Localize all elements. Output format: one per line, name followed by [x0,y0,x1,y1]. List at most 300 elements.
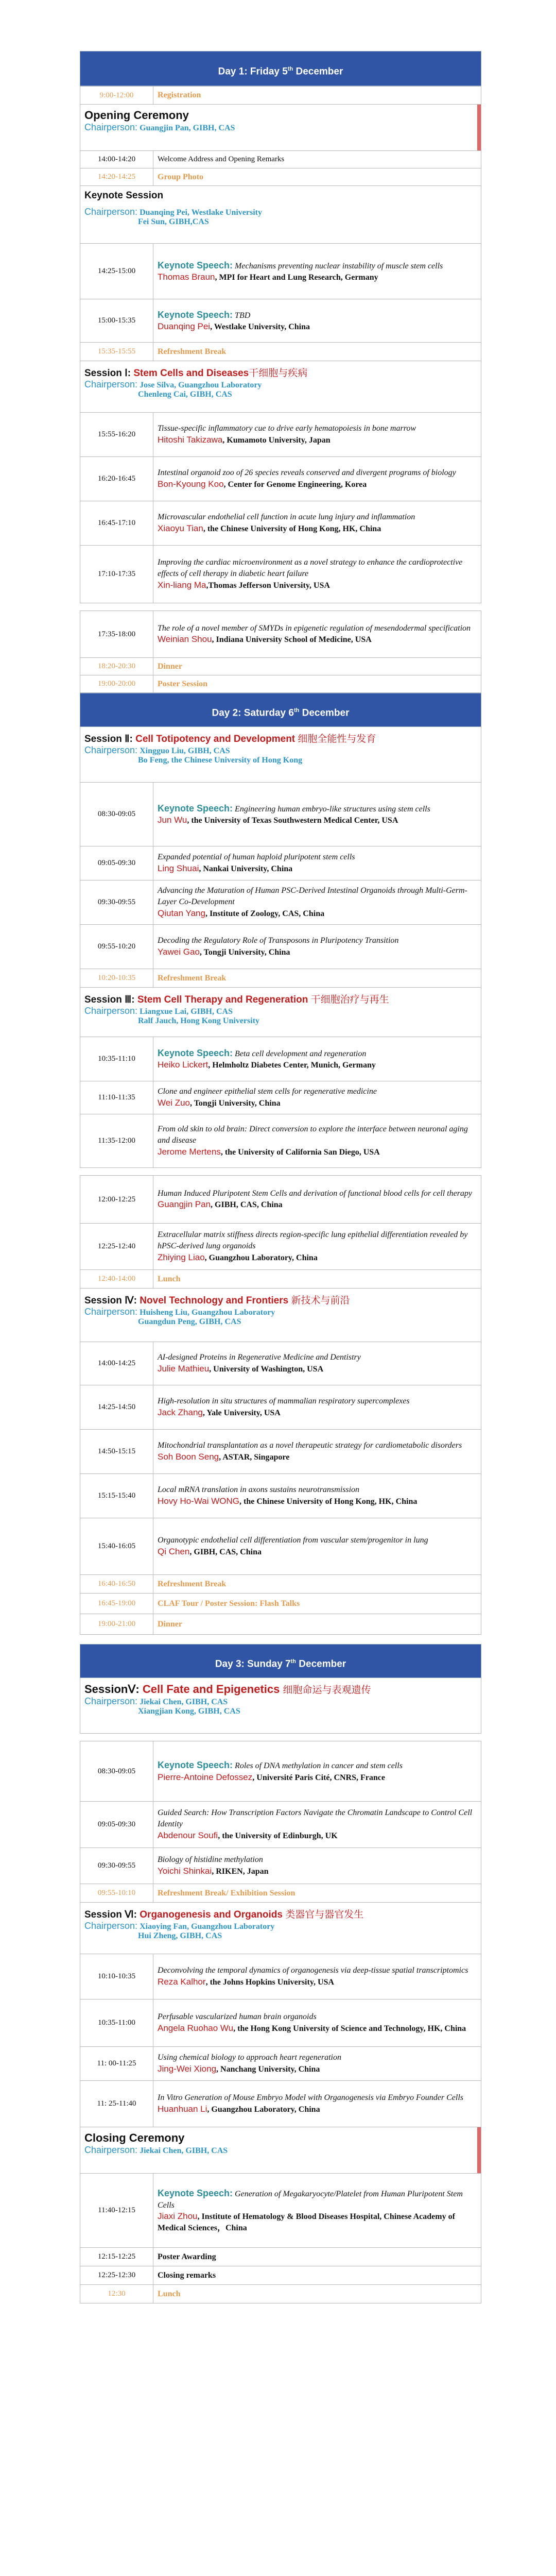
event-label: Welcome Address and Opening Remarks [158,155,285,164]
talk-content [153,1999,481,2046]
opening-ceremony-section [80,105,481,151]
time-cell: 16:45-17:10 [80,501,153,545]
day3-header [80,1644,481,1678]
event-label: Closing remarks [158,2270,216,2280]
speaker-name: Jerome Mertens [158,1146,221,1157]
chair-name: Jiekai Chen, GIBH, CAS [140,1698,228,1706]
speaker-affiliation: , ASTAR, Singapore [219,1452,290,1462]
spacer [80,1168,481,1175]
section-title [84,1907,477,1921]
speaker-name: Wei Zuo [158,1097,190,1108]
chair-name: Duanqing Pei, Westlake University [140,208,263,217]
speaker-affiliation: , Tongji University, China [199,947,290,957]
event-label: Lunch [158,1274,181,1283]
speaker-name: Ling Shuai [158,863,199,873]
talk-content [153,2047,481,2080]
talk-row [80,1342,481,1385]
speaker-name: Yoichi Shinkai [158,1866,212,1876]
speaker-name: Abdenour Soufi [158,1830,218,1840]
speaker-affiliation: , Université Paris Cité, CNRS, France [252,1773,385,1782]
talk-title: The role of a novel member of SMYDs in epigenetic regulation of mesendodermal specification [158,623,471,633]
day2-header [80,693,481,727]
chair-name: Xingguo Liu, GIBH, CAS [140,747,230,755]
chair-name: Jiekai Chen, GIBH, CAS [140,2146,228,2155]
talk-row [80,783,481,846]
talk-content [153,1385,481,1429]
day2-header-text: Day 2: Saturday 6 [212,707,294,719]
speaker-affiliation: , Institute of Hematology & Blood Diseases Hospital, Chinese Academy of Medical Sciences，China [158,2212,455,2233]
chair-name: Jose Silva, Guangzhou Laboratory [140,381,262,389]
keynote-label: Keynote Speech: [158,803,233,814]
chair-name: Xiaoying Fan, Guangzhou Laboratory [140,1922,275,1931]
keynote-label: Keynote Speech: [158,2188,233,2199]
session-name: Stem Cells and Diseases [133,368,249,379]
keynote-label: Keynote Speech: [158,260,233,270]
session-name-cn: 细胞命运与表观遗传 [283,1685,371,1696]
time-cell: 12:00-12:25 [80,1176,153,1223]
chair-name: Xiangjian Kong, GIBH, CAS [138,1707,240,1716]
talk-row [80,1114,481,1168]
speaker-name: Jack Zhang [158,1407,203,1417]
talk-content [153,1848,481,1884]
chair-label: Chairperson: [84,1921,138,1931]
talk-title: Mechanisms preventing nuclear instability of muscle stem cells [233,261,443,270]
event-label: CLAF Tour / Poster Session: Flash Talks [158,1599,300,1608]
talk-title: Perfusable vascularized human brain organoids [158,2012,317,2022]
time-cell: 19:00-21:00 [80,1614,153,1634]
chair-label: Chairperson: [84,1006,138,1016]
keynote-session-section [80,186,481,244]
keynote-label: Keynote Speech: [158,1047,233,1058]
break-label: Refreshment Break/ Exhibition Session [158,1888,296,1897]
talk-title: Microvascular endothelial cell function in acute lung injury and inflammation [158,513,415,522]
speaker-name: Jiaxi Zhou [158,2211,198,2222]
chair-name: Guangdun Peng, GIBH, CAS [138,1317,241,1326]
session-prefix: Session Ⅲ: [84,994,137,1005]
closing-ceremony-section [80,2127,481,2174]
chair-name: Liangxue Lai, GIBH, CAS [140,1007,233,1016]
talk-content [153,1176,481,1223]
speaker-name: Angela Ruohao Wu [158,2023,234,2033]
session-name-cn: 干细胞治疗与再生 [310,994,389,1005]
speaker-name: Pierre-Antoine Defossez [158,1772,253,1782]
speaker-affiliation: , Institute of Zoology, CAS, China [205,909,325,918]
talk-title: From old skin to old brain: Direct conversion to explore the interface between neuronal aging and disease [158,1125,468,1145]
talk-row [80,546,481,603]
talk-row [80,2174,481,2248]
talk-content [153,1430,481,1473]
time-cell: 14:00-14:20 [80,151,153,168]
event-label: Poster Awarding [158,2252,216,2261]
tour-row [80,1594,481,1614]
time-cell: 11: 00-11:25 [80,2047,153,2080]
event-label: Poster Session [158,679,208,688]
chair-label: Chairperson: [84,379,138,389]
chair-name: Bo Feng, the Chinese University of Hong Kong [138,756,303,765]
time-cell: 15:00-15:35 [80,299,153,342]
talk-row [80,611,481,658]
break-label: Refreshment Break [158,973,227,982]
talk-content [153,1474,481,1518]
time-cell: 14:50-15:15 [80,1430,153,1473]
time-cell: 10:10-10:35 [80,1954,153,1999]
talk-title: TBD [233,311,251,320]
speaker-affiliation: , Indiana University School of Medicine, USA [212,635,372,645]
accent-bar [477,2127,481,2173]
time-cell: 14:25-15:00 [80,244,153,299]
speaker-affiliation: , Center for Genome Engineering, Korea [223,480,367,489]
time-cell: 15:40-16:05 [80,1518,153,1574]
talk-title: High-resolution in situ structures of mammalian respiratory supercomplexes [158,1397,410,1406]
talk-content [153,925,481,969]
session-prefix: Session Ⅳ: [84,1295,140,1306]
time-cell: 12:30 [80,2285,153,2303]
speaker-affiliation: , the University of Texas Southwestern Medical Center, USA [187,816,398,825]
talk-title: AI-designed Proteins in Regenerative Medicine and Dentistry [158,1353,361,1362]
speaker-affiliation: , the University of Edinburgh, UK [218,1831,338,1840]
time-cell: 17:35-18:00 [80,611,153,657]
chair-name: Fei Sun, GIBH,CAS [138,217,209,226]
speaker-affiliation: , the Chinese University of Hong Kong, HK, China [239,1497,418,1506]
session-prefix: SessionⅤ: [84,1683,143,1696]
session4-header [80,1289,481,1342]
time-cell: 10:20-10:35 [80,969,153,987]
talk-content [153,1954,481,1999]
registration-label: Registration [158,91,201,100]
talk-title: Beta cell development and regeneration [233,1049,367,1058]
time-cell: 12:25-12:40 [80,1224,153,1269]
talk-content [153,1224,481,1269]
talk-content [153,1802,481,1848]
talk-row [80,1037,481,1081]
accent-bar [477,105,481,150]
section-title [84,731,477,745]
talk-row [80,2047,481,2081]
poster-awarding-row [80,2248,481,2266]
break-row [80,969,481,988]
break-label: Refreshment Break [158,1579,227,1588]
time-cell: 11:10-11:35 [80,1081,153,1114]
talk-title: In Vitro Generation of Mouse Embryo Model with Organogenesis via Embryo Founder Cells [158,2093,463,2103]
talk-title: Organotypic endothelial cell differentiation from vascular stem/progenitor in lung [158,1536,428,1545]
talk-row [80,1518,481,1575]
talk-title: Local mRNA translation in axons sustains neurotransmission [158,1485,360,1495]
poster-row [80,675,481,693]
session-name-cn: 细胞全能性与发育 [298,734,376,744]
time-cell: 17:10-17:35 [80,546,153,603]
talk-content [153,880,481,924]
session-name-cn: 干细胞与疾病 [249,368,308,379]
time-cell: 15:15-15:40 [80,1474,153,1518]
session6-header [80,1903,481,1954]
talk-title: Clone and engineer epithelial stem cells for regenerative medicine [158,1087,377,1096]
section-title [84,1682,477,1696]
speaker-name: Hitoshi Takizawa [158,434,223,445]
talk-content [153,611,481,657]
chair-label: Chairperson: [84,745,138,755]
talk-row [80,501,481,546]
section-title: Keynote Session [84,190,164,201]
talk-title: Decoding the Regulatory Role of Transposons in Pluripotency Transition [158,936,399,945]
time-cell: 19:00-20:00 [80,675,153,692]
chair-label: Chairperson: [84,207,138,217]
speaker-name: Qi Chen [158,1546,190,1556]
speaker-affiliation: , the University of California San Diego, USA [220,1147,380,1157]
talk-title: Deconvolving the temporal dynamics of organogenesis via deep-tissue spatial transcriptomics [158,1966,468,1975]
session-name-cn: 类器官与器官发生 [285,1909,364,1920]
talk-row [80,1999,481,2047]
talk-row [80,1081,481,1114]
session-name: Organogenesis and Organoids [140,1909,283,1920]
talk-content [153,783,481,846]
talk-row [80,1474,481,1518]
speaker-affiliation: , Helmholtz Diabetes Center, Munich, Germany [208,1061,376,1070]
speaker-name: Yawei Gao [158,946,200,957]
time-cell: 15:35-15:55 [80,343,153,361]
time-cell: 12:15-12:25 [80,2248,153,2266]
talk-row [80,1802,481,1848]
speaker-affiliation: , Tongji University, China [190,1098,281,1108]
break-label: Refreshment Break [158,347,227,356]
time-cell: 16:20-16:45 [80,457,153,501]
time-cell: 16:45-19:00 [80,1594,153,1614]
speaker-name: Jing-Wei Xiong [158,2063,217,2074]
session5-header [80,1678,481,1734]
day3-header-month: December [296,1658,346,1670]
time-cell: 9:00-12:00 [80,87,153,104]
chair-label: Chairperson: [84,2145,138,2155]
speaker-affiliation: , the Johns Hopkins University, USA [205,1977,334,1987]
talk-title: Guided Search: How Transcription Factors Navigate the Chromatin Landscape to Control Cell Identity [158,1808,473,1829]
talk-row [80,846,481,880]
section-title: Closing Ceremony [84,2131,185,2144]
time-cell: 10:35-11:00 [80,1999,153,2046]
speaker-affiliation: , MPI for Heart and Lung Research, Germany [215,273,378,282]
time-cell: 14:20-14:25 [80,168,153,185]
chair-label: Chairperson: [84,1307,138,1317]
time-cell: 11:40-12:15 [80,2174,153,2247]
speaker-affiliation: , RIKEN, Japan [212,1867,269,1876]
time-cell: 09:05-09:30 [80,846,153,880]
section-title [84,1293,477,1307]
speaker-name: Bon-Kyoung Koo [158,479,224,489]
event-label: Dinner [158,1619,182,1629]
talk-content [153,546,481,603]
chair-label: Chairperson: [84,1696,138,1706]
talk-content [153,244,481,299]
day1-registration-row [80,86,481,105]
dinner-row [80,658,481,675]
chair-name: Chenleng Cai, GIBH, CAS [138,390,232,399]
talk-row [80,1224,481,1270]
session-name: Cell Totipotency and Development [135,734,296,744]
section-title: Opening Ceremony [84,109,189,122]
program-schedule [80,51,481,2303]
talk-title: Mitochondrial transplantation as a novel therapeutic strategy for cardiometabolic disorders [158,1441,462,1450]
speaker-affiliation: , Nanchang University, China [216,2064,320,2074]
session-prefix: Session Ⅱ: [84,734,136,744]
talk-title: Engineering human embryo-like structures using stem cells [233,804,430,814]
talk-content [153,2174,481,2247]
speaker-affiliation: ,Thomas Jefferson University, USA [206,581,330,590]
time-cell: 09:30-09:55 [80,1848,153,1884]
session-name-cn: 新技术与前沿 [291,1295,350,1306]
speaker-affiliation: , Guangzhou Laboratory, China [204,1253,318,1262]
break-row [80,1575,481,1594]
spacer [80,1734,481,1741]
speaker-affiliation: , the Chinese University of Hong Kong, HK, China [203,524,381,533]
time-cell: 09:05-09:30 [80,1802,153,1848]
talk-content [153,2081,481,2127]
talk-row [80,2081,481,2127]
spacer [80,603,481,611]
session-name: Novel Technology and Frontiers [140,1295,289,1306]
speaker-name: Zhiying Liao [158,1252,205,1262]
speaker-name: Qiutan Yang [158,908,205,918]
lunch-row [80,1270,481,1289]
talk-row [80,1175,481,1224]
time-cell: 15:55-16:20 [80,413,153,456]
talk-row [80,413,481,457]
talk-title: Generation of Megakaryocyte/Platelet from Human Pluripotent Stem Cells [158,2190,463,2210]
time-cell: 10:35-11:10 [80,1037,153,1081]
session1-header [80,361,481,413]
day2-header-sup: th [293,707,300,714]
time-cell: 12:25-12:30 [80,2266,153,2284]
time-cell: 09:55-10:10 [80,1884,153,1902]
talk-content [153,1741,481,1801]
talk-content [153,1037,481,1081]
keynote-label: Keynote Speech: [158,309,233,320]
session-name: Cell Fate and Epigenetics [142,1683,280,1696]
talk-row [80,1385,481,1430]
talk-content [153,1518,481,1574]
chair-name: Huisheng Liu, Guangzhou Laboratory [140,1308,275,1317]
talk-content [153,413,481,456]
talk-title: Improving the cardiac microenvironment as a novel strategy to enhance the cardioprotective effects of cell therapy in diabetic heart failure [158,558,463,579]
session-prefix: Session Ⅵ: [84,1909,140,1920]
talk-title: Intestinal organoid zoo of 26 species reveals conserved and divergent programs of biology [158,468,456,478]
chair-name: Hui Zheng, GIBH, CAS [138,1931,222,1940]
talk-title: Using chemical biology to approach heart regeneration [158,2053,341,2062]
session-prefix: Session Ⅰ: [84,368,134,379]
talk-title: Tissue-specific inflammatory cue to drive early hematopoiesis in bone marrow [158,424,416,433]
talk-row [80,299,481,343]
speaker-name: Thomas Braun [158,272,215,282]
talk-row [80,925,481,969]
time-cell: 14:25-14:50 [80,1385,153,1429]
time-cell: 11:35-12:00 [80,1114,153,1167]
talk-row [80,244,481,299]
event-label: Lunch [158,2289,181,2298]
talk-title: Human Induced Pluripotent Stem Cells and derivation of functional blood cells for cell therapy [158,1189,473,1198]
break-row [80,343,481,361]
section-title [84,992,477,1006]
talk-title: Expanded potential of human haploid pluripotent stem cells [158,853,355,862]
talk-row [80,1954,481,1999]
speaker-name: Heiko Lickert [158,1060,208,1070]
event-label: Dinner [158,662,182,671]
talk-title: Biology of histidine methylation [158,1855,263,1865]
spacer [80,1635,481,1644]
speaker-affiliation: , Kumamoto University, Japan [222,435,331,445]
speaker-affiliation: , Guangzhou Laboratory, China [207,2105,320,2114]
welcome-row [80,151,481,168]
talk-row [80,1430,481,1474]
time-cell: 18:20-20:30 [80,658,153,675]
lunch-row [80,2285,481,2303]
speaker-name: Soh Boon Seng [158,1451,219,1462]
session-name: Stem Cell Therapy and Regeneration [137,994,308,1005]
time-cell: 16:40-16:50 [80,1575,153,1593]
talk-title: Advancing the Maturation of Human PSC-Derived Intestinal Organoids through Multi-Germ-Layer Co-Development [158,886,467,907]
speaker-affiliation: , Westlake University, China [210,323,310,332]
chair-label: Chairperson: [84,122,138,132]
dinner-row [80,1614,481,1635]
talk-content [153,1342,481,1385]
speaker-affiliation: , Nankai University, China [199,864,293,873]
group-photo-row [80,168,481,186]
break-row [80,1884,481,1903]
time-cell: 09:55-10:20 [80,925,153,969]
day1-header-month: December [293,66,343,77]
time-cell: 14:00-14:25 [80,1342,153,1385]
talk-content [153,1081,481,1114]
talk-title: Roles of DNA methylation in cancer and stem cells [233,1761,403,1771]
speaker-affiliation: , University of Washington, USA [209,1364,324,1374]
speaker-name: Huanhuan Li [158,2104,207,2114]
speaker-name: Xiaoyu Tian [158,523,203,533]
speaker-name: Julie Mathieu [158,1363,210,1374]
session3-header [80,988,481,1037]
speaker-affiliation: , the Hong Kong University of Science and Technology, HK, China [233,2024,466,2033]
chair-name: Guangjin Pan, GIBH, CAS [140,124,235,132]
speaker-affiliation: , Yale University, USA [202,1408,281,1417]
speaker-name: Guangjin Pan [158,1199,211,1210]
day1-header [80,51,481,86]
speaker-name: Hovy Ho-Wai WONG [158,1496,239,1506]
session2-header [80,727,481,783]
speaker-name: Jun Wu [158,815,187,825]
event-label: Group Photo [158,172,204,181]
speaker-name: Xin-liang Ma [158,580,206,590]
talk-content [153,501,481,545]
time-cell: 12:40-14:00 [80,1270,153,1288]
speaker-name: Weinian Shou [158,634,212,645]
time-cell: 11: 25-11:40 [80,2081,153,2127]
section-title [84,365,477,379]
day3-header-text: Day 3: Sunday 7 [215,1658,291,1670]
day1-header-sup: th [287,66,293,72]
time-cell: 09:30-09:55 [80,880,153,924]
time-cell: 08:30-09:05 [80,1741,153,1801]
keynote-label: Keynote Speech: [158,1760,233,1771]
talk-row [80,1741,481,1802]
speaker-name: Duanqing Pei [158,321,211,332]
talk-content [153,299,481,342]
talk-row [80,457,481,501]
chair-name: Ralf Jauch, Hong Kong University [138,1016,260,1025]
talk-row [80,880,481,925]
talk-content [153,457,481,501]
day1-header-text: Day 1: Friday 5 [218,66,288,77]
talk-row [80,1848,481,1884]
talk-content [153,1114,481,1167]
closing-remarks-row [80,2266,481,2285]
day3-header-sup: th [290,1658,296,1665]
talk-title: Extracellular matrix stiffness directs region-specific lung epithelial differentiation revealed by hPSC-derived lung organoids [158,1230,468,1251]
speaker-affiliation: , GIBH, CAS, China [211,1200,283,1210]
